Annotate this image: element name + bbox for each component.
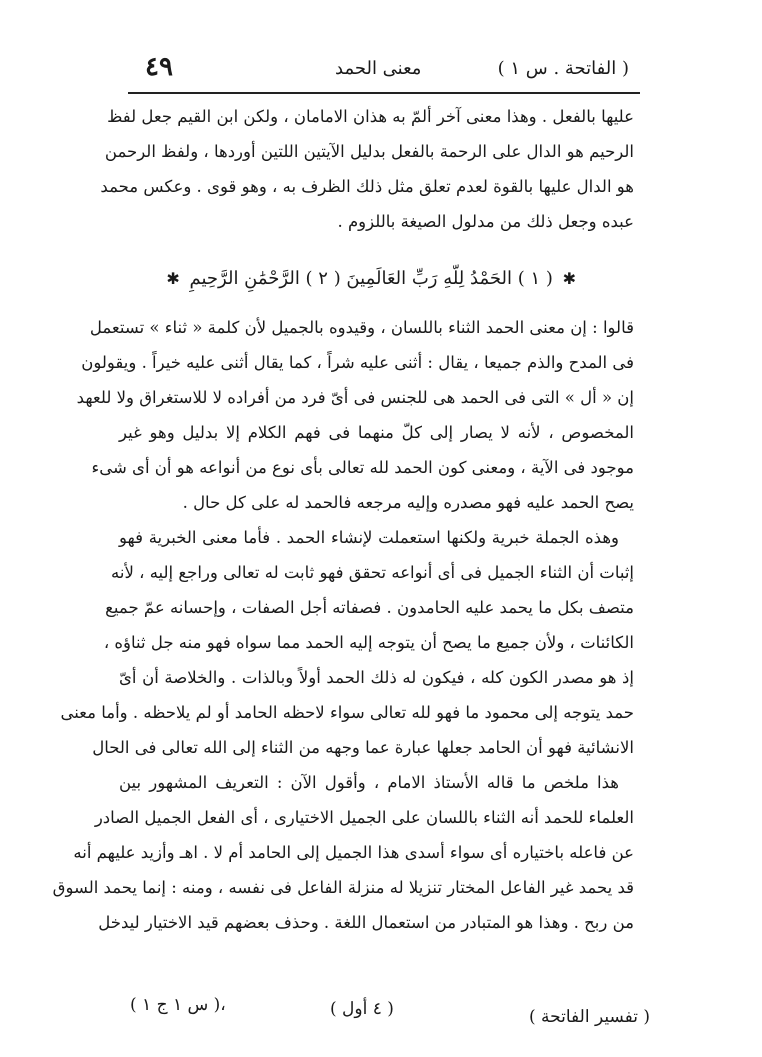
body-line: عن فاعله باختياره أى سواء أسدى هذا الجميل إلى الحامد أم لا . اهـ وأزيد عليهم أنه (73, 843, 634, 862)
body-line: متصف بكل ما يحمد عليه الحامدون . فصفاته أجل الصفات ، وإحسانه عمّ جميع (105, 598, 634, 617)
body-line: يصح الحمد عليه فهو مصدره وإليه مرجعه فالحمد له على كل حال . (182, 493, 634, 512)
quran-verse-heading (166, 262, 580, 296)
body-line: إن « أل » التى فى الحمد هى للجنس فى أىّ فرد من أفراده لا للاستغراق ولا للعهد (76, 388, 634, 407)
body-line: حمد يتوجه إلى محمود ما فهو لله تعالى سواء لاحظه الحامد أو لم يلاحظه . وأما معنى (60, 703, 634, 722)
page-header (125, 52, 635, 92)
body-line: قالوا : إن معنى الحمد الثناء باللسان ، وقيدوه بالجميل لأن كلمة « ثناء » تستعمل (89, 318, 634, 337)
body-line: قد يحمد غير الفاعل المختار تنزيلا له منزلة الفاعل فى نفسه ، ومنه : إنما يحمد السوق (52, 878, 634, 897)
body-line: الانشائية فهو أن الحامد جعلها عبارة عما وجهه من الثناء إلى الله تعالى فى الحال (92, 738, 634, 757)
body-line: عليها بالفعل . وهذا معنى آخر ألمّ به هذان الامامان ، ولكن ابن القيم جعل لفظ (107, 107, 634, 126)
verse-text: ( ١ ) الحَمْدُ لِلّهِ رَبِّ العَالَمِينَ ( ٢ ) الرَّحْمَٰنِ الرَّحِيمِ (189, 268, 553, 289)
part-number: ( ٤ أول ) (330, 999, 394, 1019)
section-reference: ( الفاتحة . س ١ ) (497, 58, 629, 79)
star-ornament-icon: ✱ (562, 269, 576, 288)
body-line: عبده وجعل ذلك من مدلول الصيغة باللزوم . (337, 212, 634, 231)
body-line: الرحيم هو الدال على الرحمة بالفعل بدليل الآيتين اللتين أوردها ، ولفظ الرحمن (104, 142, 634, 161)
signature-mark: ،( س ١ ج ١ ) (130, 995, 226, 1015)
body-line: العلماء للحمد أنه الثناء باللسان على الجميل الاختيارى ، أى الفعل الجميل الصادر (94, 808, 634, 827)
body-line: وهذه الجملة خبرية ولكنها استعملت لإنشاء الحمد . فأما معنى الخبرية فهو (119, 528, 619, 547)
body-line: هو الدال عليها بالقوة لعدم تعلق مثل ذلك الظرف به ، وهو قوى . وعكس محمد (100, 177, 634, 196)
star-ornament-icon: ✱ (166, 269, 180, 288)
running-title: معنى الحمد (335, 58, 422, 79)
page-number: ٤٩ (145, 52, 173, 82)
body-line: إثبات أن الثناء الجميل فى أى أنواعه تحقق فهو ثابت له تعالى وراجع إليه ، لأنه (111, 563, 634, 582)
body-line: من ربح . وهذا هو المتبادر من استعمال اللغة . وحذف بعضهم قيد الاختيار ليدخل (98, 913, 634, 932)
body-line: هذا ملخص ما قاله الأستاذ الامام ، وأقول الآن : التعريف المشهور بين (119, 773, 619, 792)
book-title: ( تفسير الفاتحة ) (529, 1007, 650, 1027)
body-line: فى المدح والذم جميعا ، يقال : أثنى عليه شراً ، كما يقال أثنى عليه خيراً . ويقولون (81, 353, 634, 372)
body-line: الكائنات ، ولأن جميع ما يصح أن يتوجه إليه الحمد مما سواه فهو منه جل ثناؤه ، (103, 633, 634, 652)
header-rule (128, 92, 640, 94)
body-line: إذ هو مصدر الكون كله ، فيكون له ذلك الحمد أولاً وبالذات . والخلاصة أن أىّ (119, 668, 634, 687)
page-footer (130, 995, 650, 1035)
body-line: المخصوص ، لأنه لا يصار إلى كلّ منهما فى فهم الكلام إلا بدليل وهو غير (119, 423, 634, 442)
body-line: موجود فى الآية ، ومعنى كون الحمد لله تعالى بأى نوع من أنواعه هو أن أى شىء (91, 458, 634, 477)
